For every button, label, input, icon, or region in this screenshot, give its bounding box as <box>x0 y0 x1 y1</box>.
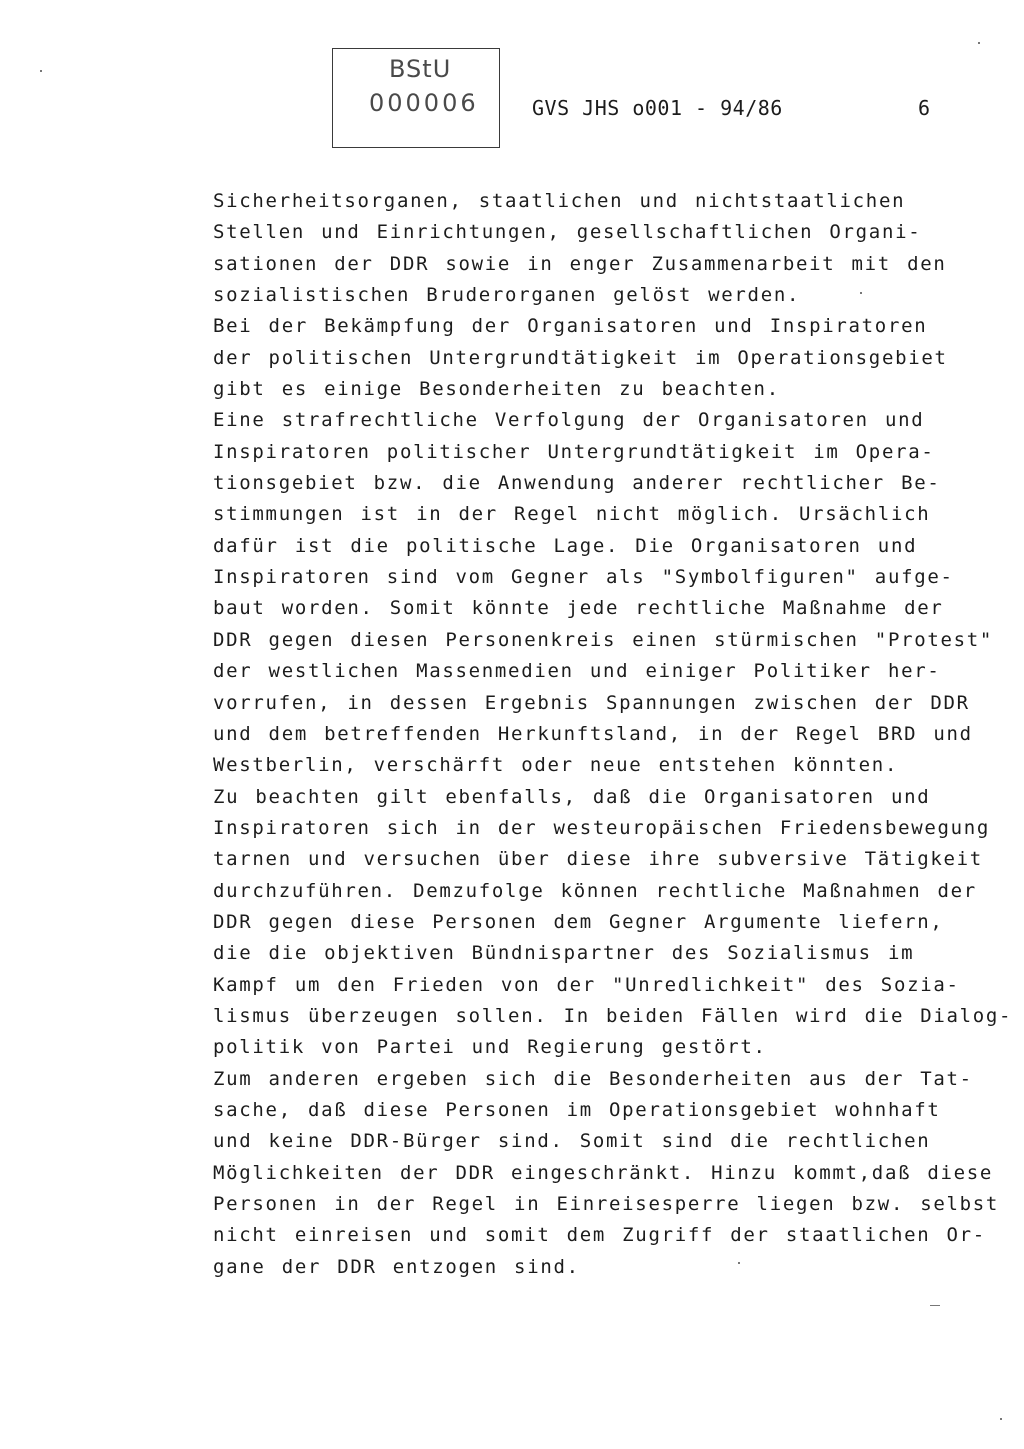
text-line: lismus überzeugen sollen. In beiden Fällen wird die Dialog- <box>213 1004 1013 1027</box>
scan-speck <box>1000 1418 1002 1420</box>
page-number: 6 <box>918 96 931 120</box>
text-line: sache, daß diese Personen im Operationsgebiet wohnhaft <box>213 1098 941 1121</box>
text-line: Möglichkeiten der DDR eingeschränkt. Hinzu kommt,daß diese <box>213 1161 994 1184</box>
text-line: der westlichen Massenmedien und einiger Politiker her- <box>213 660 941 683</box>
text-line: Inspiratoren sind vom Gegner als "Symbolfiguren" aufge- <box>213 566 954 589</box>
text-line: nicht einreisen und somit dem Zugriff der staatlichen Or- <box>213 1224 986 1247</box>
text-line: Sicherheitsorganen, staatlichen und nichtstaatlichen <box>213 190 906 212</box>
body-text <box>213 186 1013 1283</box>
text-line: Inspiratoren sich in der westeuropäischen Friedensbewegung <box>213 816 991 839</box>
stamp-number: 000006 <box>369 89 479 117</box>
text-line: Inspiratoren politischer Untergrundtätigkeit im Opera- <box>213 440 935 463</box>
text-line: und keine DDR-Bürger sind. Somit sind die rechtlichen <box>213 1130 931 1153</box>
scan-speck <box>930 1305 940 1306</box>
text-line: sozialistischen Bruderorganen gelöst werden. <box>213 284 801 307</box>
text-line: gane der DDR entzogen sind. <box>213 1255 580 1278</box>
text-line: Stellen und Einrichtungen, gesellschaftlichen Organi- <box>213 221 922 244</box>
text-line: tarnen und versuchen über diese ihre subversive Tätigkeit <box>213 848 983 871</box>
text-line: Zu beachten gilt ebenfalls, daß die Organisatoren und <box>213 785 931 808</box>
document-reference: GVS JHS o001 - 94/86 <box>532 96 783 120</box>
text-line: Eine strafrechtliche Verfolgung der Organisatoren und <box>213 409 925 432</box>
text-line: dafür ist die politische Lage. Die Organisatoren und <box>213 534 918 557</box>
scan-speck <box>978 42 980 44</box>
archive-stamp <box>332 48 500 148</box>
text-line: vorrufen, in dessen Ergebnis Spannungen zwischen der DDR <box>213 691 970 714</box>
text-line: DDR gegen diese Personen dem Gegner Argumente liefern, <box>213 910 944 933</box>
scan-speck <box>40 70 42 72</box>
text-line: und dem betreffenden Herkunftsland, in der Regel BRD und <box>213 722 973 745</box>
text-line: sationen der DDR sowie in enger Zusammenarbeit mit den <box>213 252 947 275</box>
text-line: gibt es einige Besonderheiten zu beachten. <box>213 378 780 401</box>
text-line: stimmungen ist in der Regel nicht möglich. Ursächlich <box>213 503 931 526</box>
text-line: DDR gegen diesen Personenkreis einen stürmischen "Protest" <box>213 628 994 651</box>
text-line: Westberlin, verschärft oder neue entstehen könnten. <box>213 754 899 777</box>
text-line: politik von Partei und Regierung gestört. <box>213 1036 767 1059</box>
scan-speck <box>860 292 862 294</box>
scan-speck <box>738 1262 740 1264</box>
text-line: Personen in der Regel in Einreisesperre liegen bzw. selbst <box>213 1193 1000 1215</box>
text-line: Zum anderen ergeben sich die Besonderheiten aus der Tat- <box>213 1067 973 1090</box>
text-line: baut worden. Somit könnte jede rechtliche Maßnahme der <box>213 597 944 620</box>
text-line: Kampf um den Frieden von der "Unredlichkeit" des Sozia- <box>213 973 960 996</box>
text-line: Bei der Bekämpfung der Organisatoren und Inspiratoren <box>213 315 928 338</box>
stamp-org: BStU <box>389 55 452 83</box>
text-line: die die objektiven Bündnispartner des Sozialismus im <box>213 942 915 965</box>
text-line: tionsgebiet bzw. die Anwendung anderer rechtlicher Be- <box>213 472 941 495</box>
text-line: durchzuführen. Demzufolge können rechtliche Maßnahmen der <box>213 879 977 902</box>
text-line: der politischen Untergrundtätigkeit im Operationsgebiet <box>213 346 948 369</box>
